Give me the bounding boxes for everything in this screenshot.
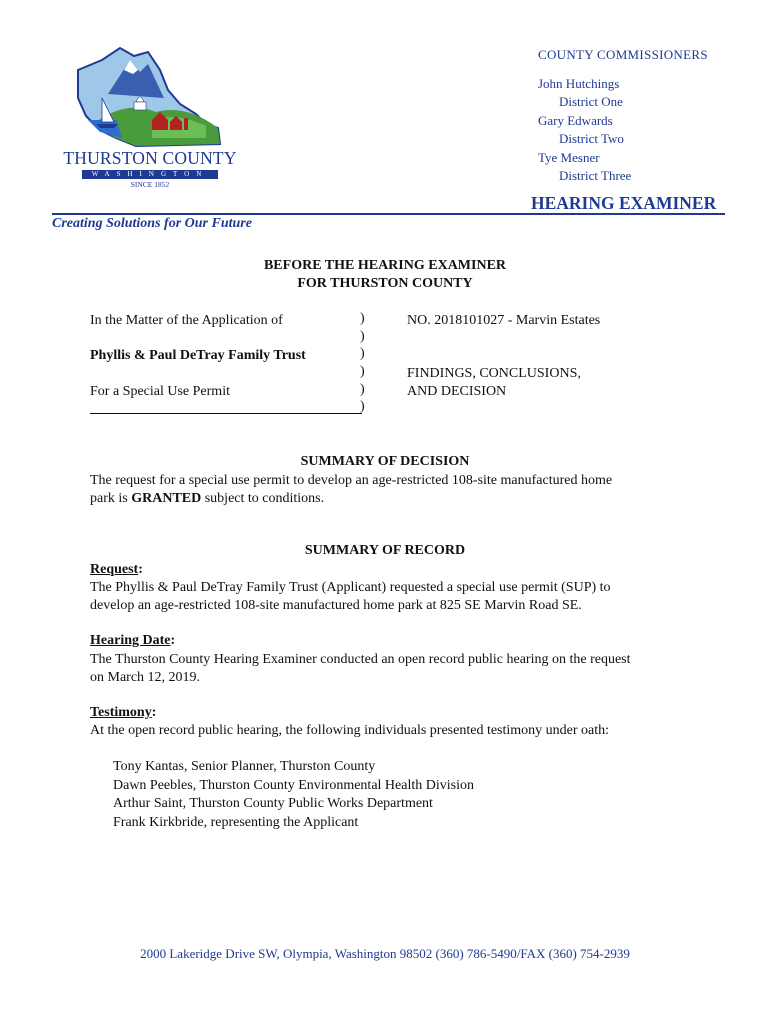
paren: ) [360, 328, 365, 344]
request-label [90, 561, 143, 580]
commissioner-name: John Hutchings [538, 75, 620, 91]
label-colon: : [138, 562, 143, 577]
document-type-line1: FINDINGS, CONCLUSIONS, [407, 366, 581, 381]
paren: ) [360, 364, 365, 380]
decision-text-line1: The request for a special use permit to develop an age-restricted 108-site manufactured home [90, 473, 613, 488]
caption-underline [90, 413, 362, 414]
document-type-line2: AND DECISION [407, 384, 507, 399]
decision-text-line2 [90, 490, 324, 509]
permit-type: For a Special Use Permit [90, 384, 230, 399]
witness-item: Frank Kirkbride, representing the Applicant [113, 814, 359, 830]
state-banner: WASHINGTON [82, 170, 218, 179]
decision-text: subject to conditions. [201, 491, 325, 506]
witness-list [113, 758, 474, 832]
since-year: SINCE 1852 [130, 180, 170, 189]
county-name: THURSTON COUNTY [63, 148, 237, 168]
applicant-name: Phyllis & Paul DeTray Family Trust [90, 348, 306, 363]
paren: ) [360, 399, 365, 415]
document-title-line1: BEFORE THE HEARING EXAMINER [263, 258, 507, 273]
testimony-label [90, 704, 156, 723]
footer-address: 2000 Lakeridge Drive SW, Olympia, Washington 98502 (360) 786-5490/FAX (360) 754-2939 [140, 946, 630, 961]
commissioners-block [538, 46, 708, 186]
testimony-intro: At the open record public hearing, the following individuals presented testimony under oath: [90, 723, 610, 738]
label-colon: : [170, 633, 176, 648]
testimony-label-text: Testimony [90, 705, 152, 720]
hearing-date-label [90, 632, 175, 651]
matter-label: In the Matter of the Application of [90, 313, 283, 328]
witness-item: Dawn Peebles, Thurston County Environmental Health Division [113, 777, 474, 793]
paren: ) [360, 311, 365, 326]
hearing-date-text-line1: The Thurston County Hearing Examiner conducted an open record public hearing on the request [90, 652, 631, 667]
office-title: HEARING EXAMINER [531, 193, 717, 213]
decision-text: park is [90, 491, 132, 506]
hearing-date-label-text: Hearing Date [90, 633, 171, 648]
tagline: Creating Solutions for Our Future [52, 216, 252, 231]
commissioner-district: District One [559, 94, 623, 109]
commissioners-heading: COUNTY COMMISSIONERS [538, 47, 708, 62]
record-heading: SUMMARY OF RECORD [304, 543, 466, 558]
request-text-line1: The Phyllis & Paul DeTray Family Trust (Applicant) requested a special use permit (SUP) to [90, 580, 611, 595]
request-label-text: Request [90, 562, 139, 577]
caption-parens [360, 310, 365, 416]
hearing-date-text-line2: on March 12, 2019. [90, 670, 201, 685]
header-rule [52, 213, 725, 215]
paren: ) [360, 381, 365, 397]
witness-item: Tony Kantas, Senior Planner, Thurston County [113, 759, 376, 774]
commissioner-name: Gary Edwards [538, 112, 613, 128]
commissioner-name: Tye Mesner [538, 149, 600, 165]
decision-result: GRANTED [131, 491, 202, 506]
witness-item: Arthur Saint, Thurston County Public Works Department [113, 796, 433, 811]
commissioner-district: District Two [559, 131, 624, 146]
commissioner-district: District Three [559, 168, 632, 183]
paren: ) [360, 346, 365, 362]
label-colon: : [151, 705, 157, 720]
decision-heading: SUMMARY OF DECISION [300, 454, 470, 469]
document-title-line2: FOR THURSTON COUNTY [297, 276, 473, 291]
case-number: NO. 2018101027 - Marvin Estates [407, 313, 601, 328]
request-text-line2: develop an age-restricted 108-site manufactured home park at 825 SE Marvin Road SE. [90, 598, 582, 613]
